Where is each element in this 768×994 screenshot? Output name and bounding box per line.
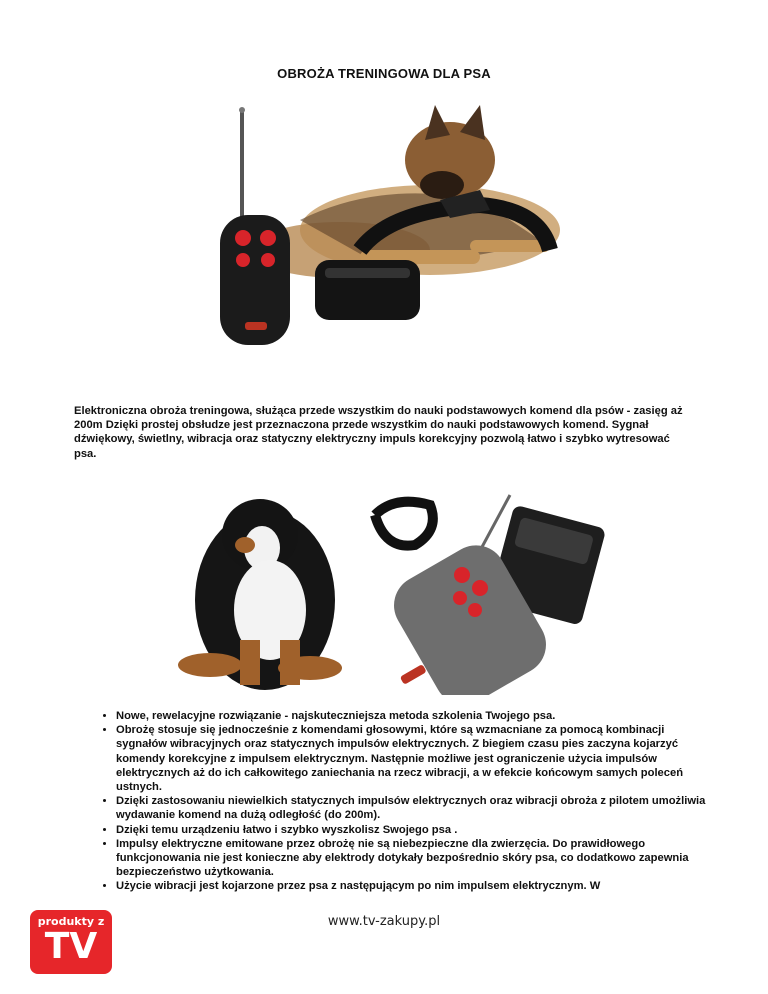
feature-item: • Dzięki temu urządzeniu łatwo i szybko wyszkolisz Swojego psa .: [116, 823, 716, 837]
feature-list: [98, 709, 716, 894]
feature-item: • Użycie wibracji jest kojarzone przez psa z następującym po nim impulsem elektrycznym. W: [116, 879, 716, 893]
product-photo-collar-bernese-dog: [170, 490, 610, 695]
feature-item: • Obrożę stosuje się jednocześnie z komendami głosowymi, które są wzmacniane za pomocą kombinacji sygnałów wibracyjnych oraz statycznych impulsów elektrycznych. Z biegiem czasu pies zaczyna kojarzyć komendy korekcyjne z impulsem elektrycznym. Następnie możliwe jest ograniczenie użycia impulsów elektrycznych aż do ich całkowitego zaniechania na rzecz wibracji, a w efekcie końcowym samych poleceń ustnych.: [116, 723, 716, 794]
feature-item: • Dzięki zastosowaniu niewielkich statycznych impulsów elektrycznych oraz wibracji obroża z pilotem umożliwia wydawanie komend na dużą odległość (do 200m).: [116, 794, 716, 822]
feature-item: • Impulsy elektryczne emitowane przez obrożę nie są niebezpieczne dla zwierzęcia. Do prawidłowego funkcjonowania nie jest konieczne aby elektrody dotykały bezpośrednio skóry psa, co dodatkowo zapewnia bezpieczeństwo użytkowania.: [116, 837, 716, 880]
logo-main-text: TV: [44, 926, 98, 967]
footer-website-url[interactable]: www.tv-zakupy.pl: [327, 914, 441, 929]
logo-top-text: produkty z: [37, 915, 105, 928]
intro-paragraph: Elektroniczna obroża treningowa, służąca przede wszystkim do nauki podstawowych komend dla psów - zasięg aż 200m Dzięki prostej obsłudze jest przeznaczona przede wszystkim do nauki podstawowych komend. Sygnał dźwiękowy, świetlny, wibracja oraz statyczny elektryczny impuls korekcyjny pozwolą łatwo i szybko wytresować psa.: [74, 405, 683, 460]
document-title: OBROŻA TRENINGOWA DLA PSA: [277, 66, 491, 81]
product-photo-collar-german-shepherd: [180, 100, 570, 350]
feature-item: • Nowe, rewelacyjne rozwiązanie - najskuteczniejsza metoda szkolenia Twojego psa.: [116, 709, 716, 723]
